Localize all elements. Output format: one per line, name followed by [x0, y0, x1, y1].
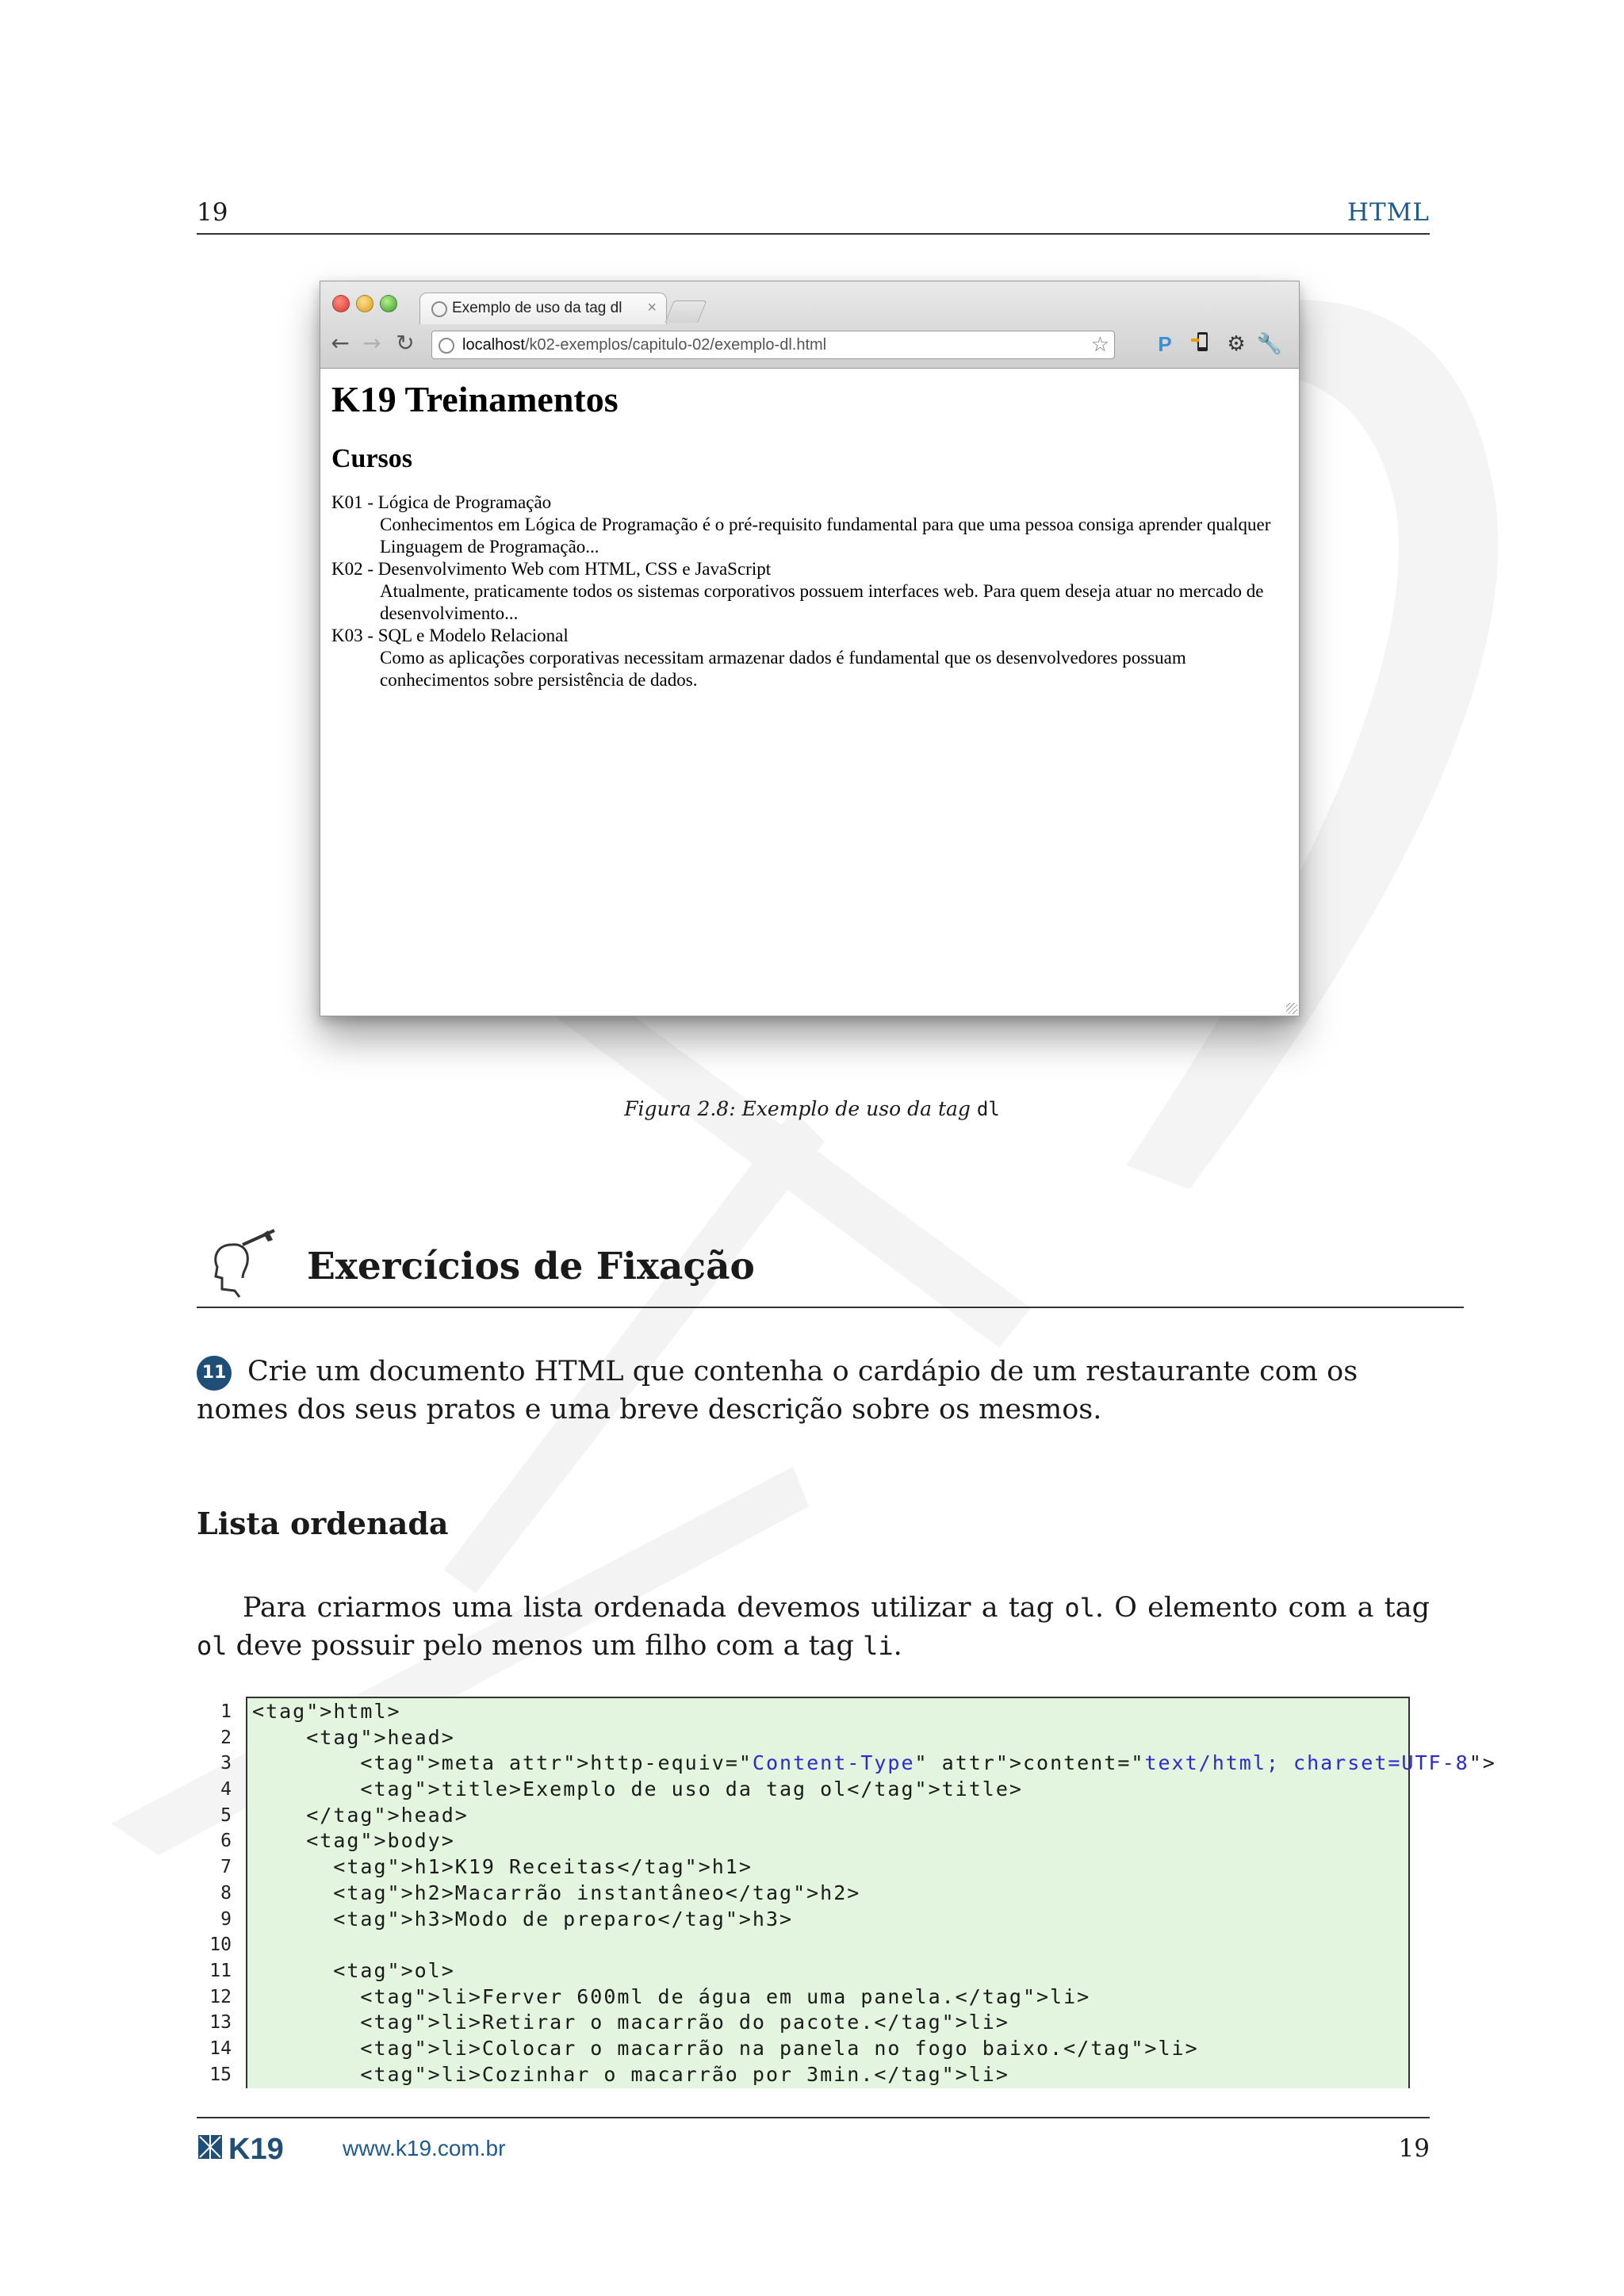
bookmark-star-icon[interactable]: ☆ — [1090, 333, 1109, 357]
gear-icon[interactable]: ⚙ — [1227, 332, 1246, 356]
code-line: <tag">body> — [252, 1829, 455, 1853]
caption-code: dl — [976, 1098, 1000, 1120]
dl-term: K01 - Lógica de Programação — [331, 492, 552, 512]
code-text — [252, 1699, 1496, 2087]
page-h2: Cursos — [331, 444, 413, 473]
exercises-heading: Exercícios de Fixação — [307, 1245, 755, 1288]
code-line: <tag">html> — [252, 1700, 401, 1723]
code-line: <tag">title>Exemplo de uso da tag ol</tag">title> — [252, 1777, 1023, 1801]
back-arrow-icon[interactable]: ← — [331, 330, 350, 356]
code-line: <tag">h2>Macarrão instantâneo</tag">h2> — [252, 1881, 861, 1904]
page-h1: K19 Treinamentos — [331, 379, 619, 419]
line-number: 13 — [209, 2012, 232, 2034]
code-line: <tag">ol> — [252, 1958, 455, 1982]
url-path: /k02-exemplos/capitulo-02/exemplo-dl.html — [524, 336, 827, 354]
code-line — [252, 1932, 1496, 1958]
footer-url-link[interactable]: www.k19.com.br — [343, 2136, 506, 2160]
zoom-window-icon[interactable] — [380, 295, 397, 312]
line-number: 1 — [220, 1701, 232, 1722]
new-tab-button[interactable] — [665, 300, 707, 323]
line-number: 11 — [209, 1960, 232, 1981]
figure-caption — [0, 1097, 1624, 1120]
thinking-head-icon — [208, 1227, 278, 1299]
paragraph-text: . — [893, 1630, 902, 1662]
paragraph-text: Para criarmos uma lista ordenada devemos utilizar a tag — [243, 1592, 1065, 1624]
line-number: 9 — [220, 1908, 232, 1930]
line-number: 12 — [209, 1986, 232, 2007]
inline-code: ol — [1064, 1593, 1095, 1623]
url-host: localhost — [462, 336, 525, 354]
dl-term: K02 - Desenvolvimento Web com HTML, CSS e JavaScript — [331, 559, 772, 579]
browser-viewport — [320, 369, 1299, 1016]
mobile-extension-icon[interactable] — [1187, 331, 1214, 358]
line-number: 14 — [209, 2038, 232, 2059]
header-chapter-title: HTML — [1346, 198, 1430, 227]
line-number: 4 — [220, 1779, 232, 1800]
code-line: <tag">head> — [252, 1725, 455, 1749]
code-line: </tag">head> — [252, 1803, 469, 1827]
line-number: 2 — [220, 1727, 232, 1748]
code-line: <tag">h1>K19 Receitas</tag">h1> — [252, 1855, 753, 1879]
caption-text: Figura 2.8: Exemplo de uso da tag — [624, 1097, 971, 1120]
code-line: <tag">h3>Modo de preparo</tag">h3> — [252, 1907, 794, 1931]
close-window-icon[interactable] — [332, 295, 350, 312]
forward-arrow-icon[interactable]: → — [362, 330, 381, 356]
dl-term: K03 - SQL e Modelo Relacional — [331, 626, 569, 645]
inline-code: ol — [197, 1631, 228, 1661]
section-heading: Lista ordenada — [197, 1506, 449, 1541]
paragraph-text: . O elemento com a tag — [1094, 1592, 1430, 1624]
running-header — [197, 198, 1430, 235]
code-line: <tag">li>Retirar o macarrão do pacote.</tag">li> — [252, 2011, 1009, 2034]
globe-icon — [439, 338, 454, 354]
header-page-number: 19 — [197, 198, 228, 227]
code-line: <tag">li>Cozinhar o macarrão por 3min.</tag">li> — [252, 2062, 1009, 2086]
footer-page-number: 19 — [1398, 2134, 1430, 2163]
line-number: 3 — [220, 1753, 232, 1774]
line-number: 8 — [220, 1882, 232, 1904]
line-number: 6 — [220, 1831, 232, 1852]
line-number: 7 — [220, 1857, 232, 1878]
close-tab-icon[interactable]: × — [647, 299, 657, 316]
body-paragraph — [197, 1589, 1430, 1665]
wrench-icon[interactable]: 🔧 — [1256, 332, 1283, 356]
logo-text: K19 — [228, 2133, 284, 2164]
browser-screenshot — [320, 281, 1300, 1016]
extension-p-icon[interactable]: P — [1158, 332, 1172, 356]
line-number: 15 — [209, 2064, 232, 2085]
resize-grip-icon[interactable] — [1286, 1003, 1297, 1014]
address-bar[interactable] — [431, 331, 1115, 359]
reload-icon[interactable]: ↻ — [396, 330, 415, 356]
definition-list — [331, 492, 1288, 691]
browser-chrome — [320, 281, 1299, 369]
code-line: <tag">meta attr">http-equiv="Content-Type" attr">content="text/html; charset=UTF-8"> — [252, 1751, 1496, 1775]
tab-title: Exemplo de uso da tag dl — [452, 300, 622, 316]
dl-description: Atualmente, praticamente todos os sistemas corporativos possuem interfaces web. Para quem deseja atuar no mercado de desenvolvimento... — [380, 581, 1264, 623]
exercise-number-badge: 11 — [197, 1356, 232, 1391]
browser-tab[interactable] — [419, 293, 667, 324]
minimize-window-icon[interactable] — [356, 295, 373, 312]
code-line: <tag">li>Ferver 600ml de água em uma panela.</tag">li> — [252, 1984, 1091, 2008]
exercise-text: Crie um documento HTML que contenha o cardápio de um restaurante com os nomes dos seus pratos e uma breve descrição sobre os mesmos. — [197, 1356, 1358, 1425]
divider — [197, 1307, 1464, 1308]
dl-description: Como as aplicações corporativas necessitam armazenar dados é fundamental que os desenvolvedores possuam conhecimentos sobre persistência de dados. — [380, 648, 1186, 690]
line-number: 5 — [220, 1804, 232, 1826]
code-line: <tag">li>Colocar o macarrão na panela no fogo baixo.</tag">li> — [252, 2036, 1199, 2060]
globe-icon — [431, 301, 447, 317]
paragraph-text: deve possuir pelo menos um filho com a tag — [227, 1630, 864, 1662]
code-line-numbers — [184, 1699, 232, 2087]
url-text — [462, 336, 826, 354]
inline-code: li — [863, 1631, 894, 1661]
line-number: 10 — [209, 1934, 232, 1956]
footer-divider — [197, 2117, 1430, 2118]
dl-description: Conhecimentos em Lógica de Programação é o pré-requisito fundamental para que uma pessoa consiga aprender qualquer Linguagem de Programação... — [380, 515, 1271, 557]
exercise-item — [197, 1353, 1430, 1429]
k19-logo — [197, 2132, 317, 2164]
